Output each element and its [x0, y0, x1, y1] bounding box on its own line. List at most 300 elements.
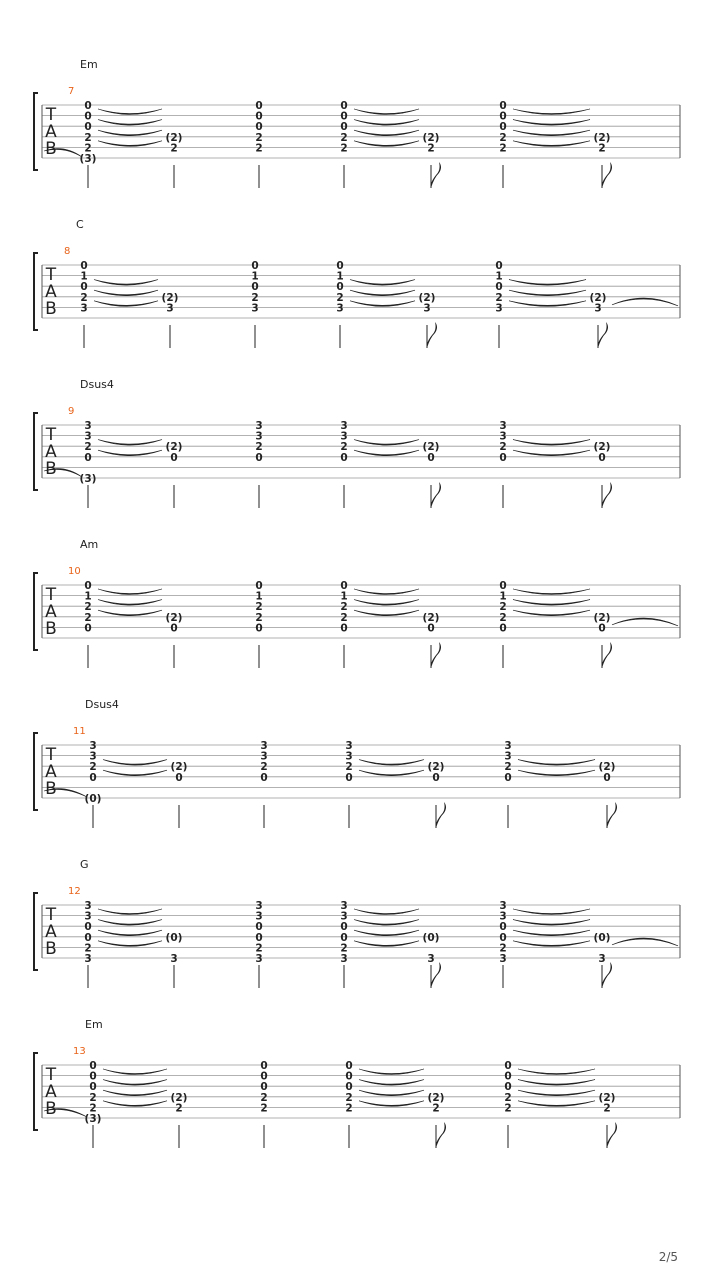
chord-name: Em [85, 1018, 103, 1031]
eighth-flag [431, 482, 441, 508]
fret-number: 0 [84, 921, 92, 934]
tie-arc [103, 1101, 167, 1107]
tie-arc [513, 141, 590, 147]
tab-letter: A [45, 442, 57, 462]
beat [340, 900, 419, 988]
beat [423, 132, 441, 188]
fret-number: 3 [260, 750, 268, 763]
chord-name: G [80, 858, 89, 871]
fret-number: 0 [84, 451, 92, 464]
fret-number: 0 [504, 771, 512, 784]
tie-arc [98, 941, 162, 947]
fret-number: 0 [251, 260, 259, 272]
tie-arc [354, 109, 419, 115]
beat [336, 260, 415, 348]
fret-number: 0 [432, 771, 440, 784]
fret-number: 2 [255, 601, 263, 614]
fret-number: 2 [89, 1102, 97, 1115]
system-bracket [34, 1053, 38, 1130]
tab-letter: B [45, 1099, 57, 1119]
fret-number: 0 [251, 281, 259, 294]
fret-number: 2 [345, 1091, 353, 1104]
tie-out [612, 618, 678, 626]
fret-number: (2) [170, 761, 188, 774]
fret-number: 0 [89, 1060, 97, 1072]
fret-number: 0 [255, 451, 263, 464]
fret-number: 1 [340, 590, 348, 603]
tie-arc [359, 770, 424, 776]
beat [340, 100, 419, 188]
fret-number: 0 [260, 1070, 268, 1083]
beat [345, 1060, 424, 1148]
fret-number: 3 [499, 900, 507, 912]
fret-number: 0 [340, 100, 348, 112]
fret-number: 0 [84, 931, 92, 944]
fret-number: 3 [340, 910, 348, 923]
fret-number: (2) [422, 131, 440, 144]
fret-number: 1 [80, 270, 88, 283]
chord-name: Dsus4 [85, 698, 119, 711]
fret-number: 3 [427, 953, 435, 965]
fret-number: 0 [340, 622, 348, 635]
fret-number: (2) [418, 291, 436, 304]
beat [171, 1092, 188, 1148]
eighth-flag [431, 642, 441, 668]
tab-letter: T [45, 1065, 57, 1085]
fret-number: (2) [170, 1091, 188, 1104]
beat [255, 900, 262, 988]
tie-arc [94, 290, 158, 296]
fret-number: 2 [255, 441, 263, 454]
fret-number: 3 [84, 420, 92, 432]
measure-number: 11 [73, 726, 86, 737]
fret-number: 2 [495, 291, 503, 304]
fret-number: 3 [89, 740, 97, 752]
fret-number: 2 [260, 761, 268, 774]
fret-number: (3) [84, 1113, 102, 1125]
fret-number: (2) [589, 291, 607, 304]
beat [428, 761, 446, 828]
tie-arc [98, 440, 162, 446]
beat [80, 420, 162, 508]
fret-number: 0 [499, 580, 507, 592]
fret-number: 2 [255, 131, 263, 144]
fret-number: 0 [495, 260, 503, 272]
beat [251, 260, 258, 348]
fret-number: (2) [165, 441, 183, 454]
fret-number: 0 [89, 1081, 97, 1094]
tab-letter: A [45, 1082, 57, 1102]
tab-letter: A [45, 282, 57, 302]
fret-number: (2) [427, 761, 445, 774]
fret-number: 0 [84, 622, 92, 635]
tie-arc [354, 130, 419, 136]
tie-arc [509, 301, 586, 307]
tie-arc [518, 760, 595, 766]
tie-arc [354, 120, 419, 126]
beat [423, 441, 441, 508]
fret-number: 0 [175, 771, 183, 784]
tab-letter: T [45, 585, 57, 605]
fret-number: 3 [598, 953, 606, 965]
fret-number: 0 [495, 281, 503, 294]
system-bracket [34, 253, 38, 330]
tab-letter: T [45, 105, 57, 125]
beat [171, 761, 188, 828]
fret-number: 3 [170, 953, 178, 965]
fret-number: (2) [161, 291, 179, 304]
eighth-flag [436, 802, 446, 828]
fret-number: 2 [89, 761, 97, 774]
fret-number: 2 [504, 1102, 512, 1115]
fret-number: (2) [165, 131, 183, 144]
fret-number: 3 [260, 740, 268, 752]
fret-number: 0 [427, 451, 435, 464]
fret-number: 0 [499, 110, 507, 123]
beat [80, 260, 158, 348]
system-bracket [34, 573, 38, 650]
fret-number: 2 [80, 291, 88, 304]
fret-number: 3 [251, 302, 259, 315]
tie-arc [98, 120, 162, 126]
tab-system-10 [34, 538, 680, 668]
fret-number: 3 [84, 900, 92, 912]
fret-number: 2 [504, 761, 512, 774]
tie-arc [513, 440, 590, 446]
beat [84, 580, 162, 668]
fret-number: (2) [593, 611, 611, 624]
fret-number: 0 [598, 451, 606, 464]
fret-number: 0 [260, 1060, 268, 1072]
tab-letter: B [45, 619, 57, 639]
tie-arc [94, 280, 158, 286]
fret-number: 3 [340, 900, 348, 912]
tie-arc [354, 589, 419, 595]
tie-arc [98, 130, 162, 136]
fret-number: 2 [603, 1102, 611, 1115]
fret-number: 0 [84, 121, 92, 134]
fret-number: 0 [499, 622, 507, 635]
fret-number: 3 [336, 302, 344, 315]
fret-number: (2) [593, 131, 611, 144]
eighth-flag [436, 1122, 446, 1148]
fret-number: 2 [84, 142, 92, 155]
fret-number: 0 [336, 260, 344, 272]
tie-arc [359, 1069, 424, 1075]
beat [85, 740, 167, 828]
tie-arc [354, 141, 419, 147]
system-bracket [34, 413, 38, 490]
fret-number: 3 [499, 953, 507, 965]
beat [255, 420, 262, 508]
fret-number: 2 [84, 601, 92, 614]
eighth-flag [607, 802, 617, 828]
fret-number: 2 [345, 1102, 353, 1115]
beat [594, 132, 612, 188]
tie-arc [513, 600, 590, 606]
fret-number: 3 [255, 910, 263, 923]
fret-number: 2 [260, 1091, 268, 1104]
tab-letter: A [45, 922, 57, 942]
fret-number: 0 [340, 451, 348, 464]
tie-arc [103, 1080, 167, 1086]
beat [162, 292, 179, 348]
measure-number: 7 [68, 86, 75, 97]
measure-number: 8 [64, 246, 71, 257]
beat [590, 292, 608, 348]
tab-system-9 [34, 378, 680, 508]
fret-number: 0 [345, 1081, 353, 1094]
beat [84, 900, 162, 988]
chord-name: Em [80, 58, 98, 71]
chord-name: Am [80, 538, 99, 551]
fret-number: 0 [340, 110, 348, 123]
tie-arc [94, 301, 158, 307]
eighth-flag [431, 962, 441, 988]
tie-arc [513, 130, 590, 136]
fret-number: (2) [422, 611, 440, 624]
fret-number: 0 [255, 580, 263, 592]
tie-arc [98, 930, 162, 936]
tie-arc [354, 941, 419, 947]
fret-number: 0 [80, 260, 88, 272]
fret-number: 2 [251, 291, 259, 304]
fret-number: 1 [499, 590, 507, 603]
beat [340, 580, 419, 668]
beat [166, 441, 183, 508]
beat [260, 1060, 267, 1148]
fret-number: 3 [499, 430, 507, 443]
fret-number: (0) [593, 931, 611, 944]
tab-letter: B [45, 299, 57, 319]
tie-arc [518, 1080, 595, 1086]
tie-out [612, 298, 678, 306]
tie-arc [350, 290, 415, 296]
fret-number: 0 [84, 100, 92, 112]
fret-number: 2 [84, 942, 92, 955]
fret-number: 3 [504, 750, 512, 763]
tie-arc [513, 909, 590, 915]
tie-arc [509, 280, 586, 286]
beat [594, 932, 612, 988]
beat [428, 1092, 446, 1148]
beat [499, 580, 590, 668]
fret-number: 3 [594, 302, 602, 315]
fret-number: 3 [84, 953, 92, 965]
fret-number: 0 [255, 110, 263, 123]
fret-number: 0 [340, 921, 348, 934]
fret-number: 1 [255, 590, 263, 603]
tab-system-8 [34, 218, 680, 348]
eighth-flag [602, 642, 612, 668]
tie-arc [518, 1069, 595, 1075]
page-number: 2/5 [658, 1250, 678, 1264]
tie-arc [513, 610, 590, 616]
fret-number: 2 [336, 291, 344, 304]
fret-number: (2) [598, 1091, 616, 1104]
fret-number: 0 [504, 1081, 512, 1094]
fret-number: 2 [499, 441, 507, 454]
fret-number: (0) [84, 793, 102, 805]
fret-number: (2) [427, 1091, 445, 1104]
tie-arc [354, 920, 419, 926]
tab-letter: B [45, 139, 57, 159]
fret-number: (0) [165, 931, 183, 944]
fret-number: (2) [598, 761, 616, 774]
fret-number: 2 [255, 942, 263, 955]
beat [166, 932, 183, 988]
fret-number: 2 [340, 441, 348, 454]
fret-number: 0 [499, 121, 507, 134]
tie-arc [513, 589, 590, 595]
measure-number: 10 [68, 566, 81, 577]
tie-arc [98, 600, 162, 606]
fret-number: 0 [499, 100, 507, 112]
beat [599, 1092, 617, 1148]
fret-number: 2 [345, 761, 353, 774]
fret-number: 0 [170, 622, 178, 635]
fret-number: 3 [345, 750, 353, 763]
eighth-flag [602, 962, 612, 988]
fret-number: 2 [432, 1102, 440, 1115]
fret-number: 3 [504, 740, 512, 752]
tie-arc [103, 760, 167, 766]
fret-number: 3 [255, 430, 263, 443]
beat [504, 740, 595, 828]
fret-number: 2 [175, 1102, 183, 1115]
fret-number: 0 [598, 622, 606, 635]
tie-out [612, 938, 678, 946]
fret-number: 2 [427, 142, 435, 155]
tie-arc [103, 1090, 167, 1096]
tab-letter: A [45, 122, 57, 142]
tie-arc [354, 600, 419, 606]
beat [419, 292, 437, 348]
fret-number: 2 [340, 142, 348, 155]
eighth-flag [598, 322, 608, 348]
fret-number: 0 [345, 1070, 353, 1083]
fret-number: 0 [255, 921, 263, 934]
fret-number: 3 [495, 302, 503, 315]
fret-number: 3 [255, 953, 263, 965]
fret-number: 2 [598, 142, 606, 155]
tie-arc [513, 450, 590, 456]
fret-number: 2 [499, 942, 507, 955]
tab-letter: T [45, 745, 57, 765]
tie-arc [98, 589, 162, 595]
tie-arc [359, 1090, 424, 1096]
tie-arc [103, 770, 167, 776]
fret-number: 3 [340, 420, 348, 432]
fret-number: 3 [80, 302, 88, 315]
fret-number: 0 [255, 931, 263, 944]
tie-arc [509, 290, 586, 296]
beat [255, 100, 262, 188]
tie-arc [513, 109, 590, 115]
fret-number: 2 [499, 601, 507, 614]
tie-arc [98, 450, 162, 456]
beat [499, 900, 590, 988]
fret-number: 0 [80, 281, 88, 294]
tie-arc [513, 120, 590, 126]
tie-arc [103, 1069, 167, 1075]
fret-number: 0 [427, 622, 435, 635]
measure-number: 9 [68, 406, 75, 417]
tab-letter: B [45, 939, 57, 959]
tab-letter: B [45, 459, 57, 479]
eighth-flag [607, 1122, 617, 1148]
fret-number: 0 [340, 580, 348, 592]
fret-number: 0 [255, 622, 263, 635]
system-bracket [34, 893, 38, 970]
fret-number: 0 [89, 1070, 97, 1083]
fret-number: 3 [166, 302, 174, 315]
tie-arc [98, 109, 162, 115]
system-bracket [34, 733, 38, 810]
beat [255, 580, 262, 668]
fret-number: 2 [255, 611, 263, 624]
fret-number: 1 [84, 590, 92, 603]
chord-name: Dsus4 [80, 378, 114, 391]
beat [340, 420, 419, 508]
fret-number: (2) [422, 441, 440, 454]
beat [499, 420, 590, 508]
fret-number: (2) [593, 441, 611, 454]
beat [594, 612, 612, 668]
tie-arc [518, 1090, 595, 1096]
tie-arc [354, 450, 419, 456]
fret-number: 3 [345, 740, 353, 752]
beat [166, 612, 183, 668]
fret-number: (2) [165, 611, 183, 624]
tab-letter: T [45, 265, 57, 285]
beat [260, 740, 267, 828]
tie-arc [518, 1101, 595, 1107]
tie-arc [513, 930, 590, 936]
tie-arc [359, 1101, 424, 1107]
chord-name: C [76, 218, 84, 231]
fret-number: 2 [340, 942, 348, 955]
fret-number: 3 [84, 910, 92, 923]
tab-system-7 [34, 58, 680, 188]
tie-arc [513, 941, 590, 947]
fret-number: 3 [255, 420, 263, 432]
fret-number: 3 [340, 953, 348, 965]
tab-system-12 [34, 858, 680, 988]
beat [423, 612, 441, 668]
beat [166, 132, 183, 188]
beat [85, 1060, 167, 1148]
beat [599, 761, 617, 828]
fret-number: 0 [499, 451, 507, 464]
fret-number: 0 [89, 771, 97, 784]
tab-letter: T [45, 425, 57, 445]
eighth-flag [602, 162, 612, 188]
fret-number: 3 [84, 430, 92, 443]
fret-number: 2 [84, 131, 92, 144]
fret-number: 0 [260, 1081, 268, 1094]
tie-arc [350, 301, 415, 307]
beat [345, 740, 424, 828]
fret-number: 2 [499, 611, 507, 624]
fret-number: 1 [251, 270, 259, 283]
tab-letter: B [45, 779, 57, 799]
fret-number: 2 [340, 131, 348, 144]
fret-number: 0 [603, 771, 611, 784]
fret-number: 0 [340, 121, 348, 134]
fret-number: 3 [499, 420, 507, 432]
beat [423, 932, 441, 988]
